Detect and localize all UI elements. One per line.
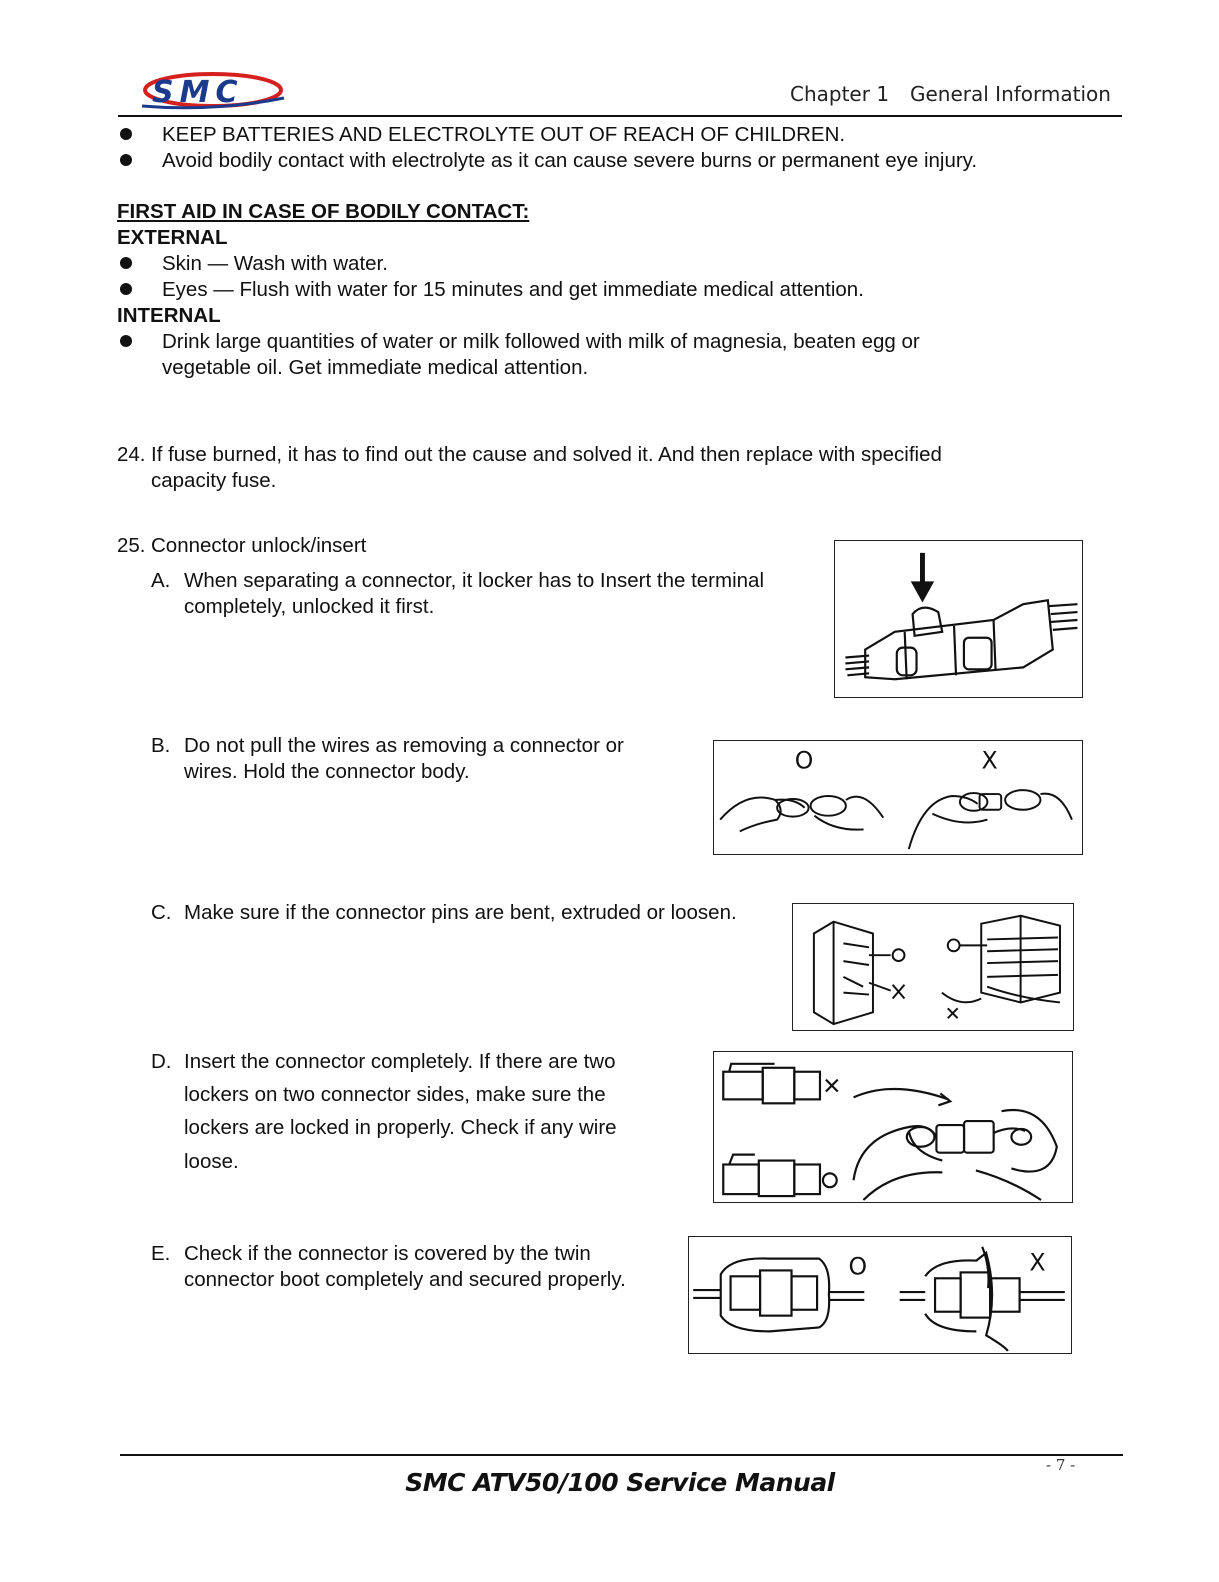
step-text: lockers on two connector sides, make sure the [184,1083,606,1106]
bullet [120,335,132,347]
figure-insert-connector [713,1051,1073,1203]
step-letter: D. [151,1050,172,1073]
ok-mark: O [848,1252,868,1281]
step-letter: C. [151,901,172,924]
step-text: Insert the connector completely. If there are two [184,1050,616,1073]
external-skin: Skin — Wash with water. [162,252,388,275]
smc-logo [138,68,288,114]
step-text: connector boot completely and secured properly. [184,1268,626,1291]
item-number: 25. [117,534,146,557]
step-letter: B. [151,734,171,757]
bullet [120,257,132,269]
item24-text: If fuse burned, it has to find out the cause and solved it. And then replace with specified [151,443,942,466]
item-number: 24. [117,443,146,466]
ng-mark: X [981,746,998,775]
warning-text: Avoid bodily contact with electrolyte as it can cause severe burns or permanent eye injury. [162,149,978,172]
step-text: loose. [184,1150,239,1173]
item24-text: capacity fuse. [151,469,277,492]
figure-connector-boot [688,1236,1072,1354]
first-aid-heading: FIRST AID IN CASE OF BODILY CONTACT: [117,200,530,223]
figure-connector-unlock [834,540,1083,698]
step-text: lockers are locked in properly. Check if any wire [184,1116,617,1139]
warning-text: KEEP BATTERIES AND ELECTROLYTE OUT OF REACH OF CHILDREN. [162,123,846,146]
figure-connector-pins [792,903,1074,1031]
ng-mark: X [1029,1248,1046,1277]
ok-mark: O [794,746,814,775]
step-text: wires. Hold the connector body. [184,760,470,783]
external-eyes: Eyes — Flush with water for 15 minutes and get immediate medical attention. [162,278,864,301]
item25-title: Connector unlock/insert [151,534,367,557]
step-text: When separating a connector, it locker has to Insert the terminal [184,569,764,592]
section-title: General Information [910,82,1111,106]
step-text: Check if the connector is covered by the twin [184,1242,591,1265]
external-heading: EXTERNAL [117,226,228,249]
step-text: Do not pull the wires as removing a connector or [184,734,624,757]
page-number: - 7 - [1046,1456,1076,1474]
figure-hold-connector [713,740,1083,855]
bullet [120,128,132,140]
chapter-label: Chapter 1 [790,82,890,106]
step-letter: E. [151,1242,171,1265]
logo-wordmark: SMC [152,75,244,110]
footer-title: SMC ATV50/100 Service Manual [405,1468,835,1497]
internal-text: vegetable oil. Get immediate medical attention. [162,356,589,379]
internal-text: Drink large quantities of water or milk followed with milk of magnesia, beaten egg or [162,330,920,353]
step-text: Make sure if the connector pins are bent, extruded or loosen. [184,901,737,924]
step-letter: A. [151,569,171,592]
step-text: completely, unlocked it first. [184,595,435,618]
internal-heading: INTERNAL [117,304,221,327]
bullet [120,154,132,166]
bullet [120,283,132,295]
header-divider [118,115,1122,117]
footer-divider [120,1454,1123,1456]
